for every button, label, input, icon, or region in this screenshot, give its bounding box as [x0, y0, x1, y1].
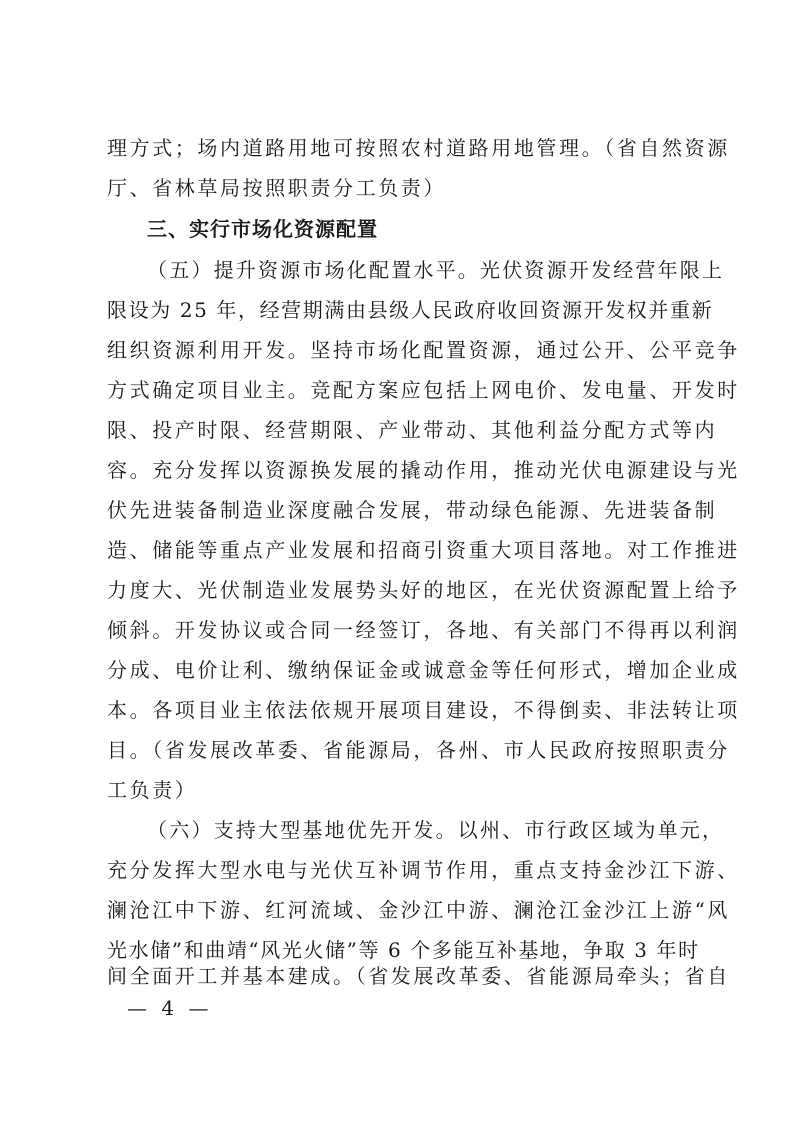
paragraph-line: 倾斜。开发协议或合同一经签订，各地、有关部门不得再以利润: [107, 618, 740, 642]
section-heading: 三、实行市场化资源配置: [147, 217, 378, 241]
paragraph-line: 组织资源利用开发。坚持市场化配置资源，通过公开、公平竞争: [107, 338, 740, 362]
paragraph-line: 容。充分发挥以资源换发展的撬动作用，推动光伏电源建设与光: [107, 458, 740, 482]
paragraph-line: （六）支持大型基地优先开发。以州、市行政区域为单元，: [147, 818, 725, 842]
paragraph-line: 限设为 25 年，经营期满由县级人民政府收回资源开发权并重新: [107, 298, 714, 322]
paragraph-line: 工负责）: [107, 778, 198, 802]
paragraph-line: 方式确定项目业主。竞配方案应包括上网电价、发电量、开发时: [107, 378, 740, 402]
paragraph-line: 理方式；场内道路用地可按照农村道路用地管理。（省自然资源: [107, 136, 730, 160]
paragraph-line: 力度大、光伏制造业发展势头好的地区，在光伏资源配置上给予: [107, 578, 740, 602]
paragraph-line: 充分发挥大型水电与光伏互补调节作用，重点支持金沙江下游、: [107, 858, 740, 882]
paragraph-line: 伏先进装备制造业深度融合发展，带动绿色能源、先进装备制: [107, 498, 718, 522]
paragraph-line: 分成、电价让利、缴纳保证金或诚意金等任何形式，增加企业成: [107, 658, 740, 682]
paragraph-line: 本。各项目业主依法依规开展项目建设，不得倒卖、非法转让项: [107, 698, 740, 722]
paragraph-line: 厅、省林草局按照职责分工负责）: [107, 176, 446, 200]
page-number: — 4 —: [127, 996, 213, 1020]
paragraph-line: 造、储能等重点产业发展和招商引资重大项目落地。对工作推进: [107, 538, 740, 562]
paragraph-line: 目。（省发展改革委、省能源局，各州、市人民政府按照职责分: [107, 738, 730, 762]
paragraph-line: 澜沧江中下游、红河流域、金沙江中游、澜沧江金沙江上游“风: [107, 898, 731, 922]
paragraph-line: 间全面开工并基本建成。（省发展改革委、省能源局牵头；省自: [107, 964, 730, 988]
paragraph-line: （五）提升资源市场化配置水平。光伏资源开发经营年限上: [147, 258, 725, 282]
paragraph-line: 光水储”和曲靖“风光火储”等 6 个多能互补基地，争取 3 年时: [107, 938, 700, 962]
paragraph-line: 限、投产时限、经营期限、产业带动、其他利益分配方式等内: [107, 418, 718, 442]
